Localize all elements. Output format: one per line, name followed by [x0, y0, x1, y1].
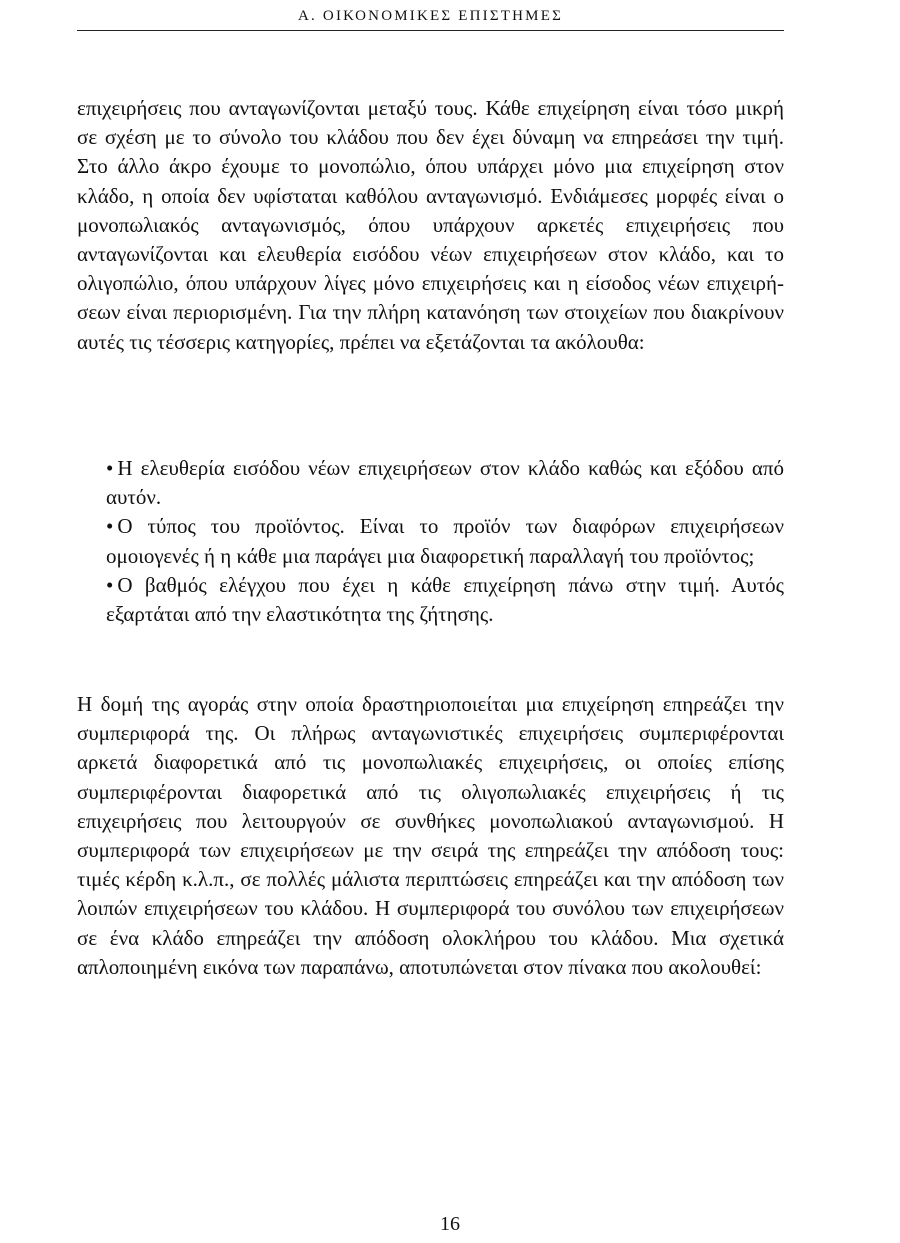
bullet-text: Ο βαθμός ελέγχου που έχει η κάθε επιχείρηση πάνω στην τιμή. Αυτός εξαρτάται από την ελαστικότητα της ζήτησης.	[106, 572, 784, 627]
body-paragraph-2: Η δομή της αγοράς στην οποία δραστηριοποιείται μια επιχείρηση επηρεάζει την συμπεριφορά της. Οι πλήρως ανταγωνιστικές επιχειρήσεις συμπεριφέρονται αρκετά διαφορετικά από τις μονοπωλιακές επιχειρήσεις, οι οποίες επίσης συμπεριφέρονται διαφορετικά από τις ολιγοπωλιακές επιχειρήσεις ή τις επιχειρήσεις που λειτουργούν σε συνθήκες μονοπωλιακού ανταγωνισμού. Η συμπεριφορά των επιχειρήσεων με την σειρά της επηρεάζει την απόδοση τους: τιμές κέρδη κ.λ.π., σε πολλές μάλιστα περιπτώσεις επηρεάζει και την απόδοση των λοιπών επιχειρήσεων του κλάδου. Η συμπεριφορά του συνόλου των επιχειρήσεων σε ένα κλάδο επηρεάζει την απόδοση ολοκλήρου του κλάδου. Μια σχετικά απλοποιημένη εικόνα των παραπάνω, αποτυπώνεται στον πίνακα που ακολουθεί:	[77, 692, 784, 979]
bullet-list	[106, 454, 784, 629]
bullet-text: Ο τύπος του προϊόντος. Είναι το προϊόν των διαφόρων επιχειρήσεων ομοιογενές ή η κάθε μια παράγει μια διαφορετική παραλλαγή του προϊόντος;	[106, 514, 784, 568]
header-rule	[77, 30, 784, 31]
bullet-item-2	[106, 512, 784, 570]
bullet-marker: •	[106, 572, 114, 597]
bullet-marker: •	[106, 456, 114, 480]
body-paragraph-1: επιχειρήσεις που ανταγωνίζονται μεταξύ τους. Κάθε επιχείρηση είναι τόσο μικρή σε σχέση με το σύνολο του κλάδου που δεν έχει δύναμη να επηρεάσει την τιμή. Στο άλλο άκρο έχουμε το μονοπώλιο, όπου υπάρχει μόνο μια επιχείρηση στον κλάδο, η οποία δεν υφίσταται καθόλου ανταγωνισμό. Ενδιάμεσες μορφές είναι ο μονοπωλιακός ανταγωνισμός, όπου υπάρχουν αρκετές επιχειρήσεις που ανταγωνίζονται και ελευθερία εισόδου νέων επιχειρήσεων στον κλάδο, και το ολιγοπώλιο, όπου υπάρχουν λίγες μόνο επιχειρήσεις και η είσοδος νέων επιχειρήσεων είναι περιορισμένη. Για την πλήρη κατανόηση των στοιχείων που διακρίνουν αυτές τις τέσσερις κατηγορίες, πρέπει να εξετάζονται τα ακόλουθα:	[77, 96, 784, 354]
bullet-marker: •	[106, 514, 114, 539]
running-header: Α. ΟΙΚΟΝΟΜΙΚΕΣ ΕΠΙΣΤΗΜΕΣ	[297, 8, 563, 24]
bullet-item-1	[106, 454, 784, 512]
page-number: 16	[440, 1213, 460, 1235]
bullet-item-3	[106, 571, 784, 629]
bullet-text: Η ελευθερία εισόδου νέων επιχειρήσεων στον κλάδο καθώς και εξόδου από αυτόν.	[106, 456, 784, 510]
